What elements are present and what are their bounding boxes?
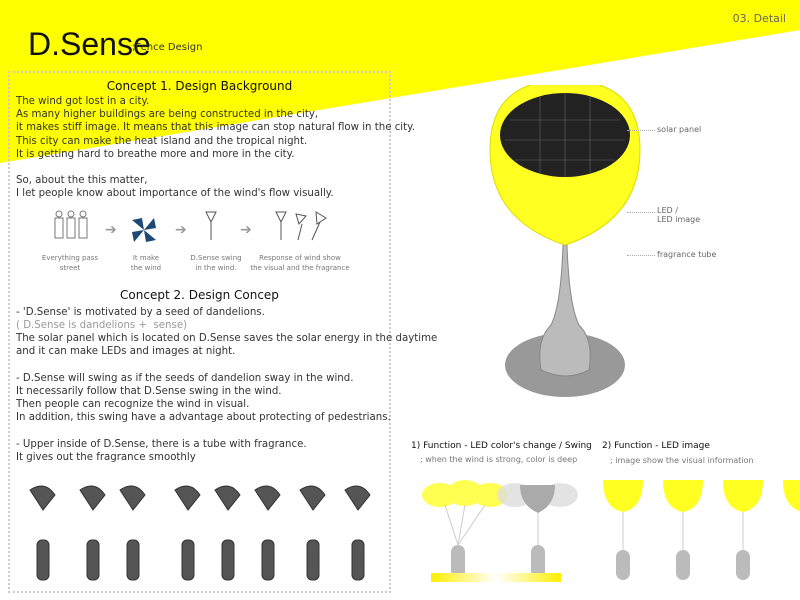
dandelion-sketches bbox=[20, 480, 380, 590]
function-renders bbox=[420, 475, 800, 595]
step-label: Response of wind show the visual and the fragrance bbox=[250, 254, 350, 272]
arrow-icon: ➔ bbox=[105, 222, 117, 238]
function2-title: 2) Function - LED image bbox=[602, 441, 710, 451]
concept2-body: The solar panel which is located on D.Sense saves the solar energy in the daytime and it can make LEDs and images at night. - D.Sense will swing as if the seeds of dandelion sway in the wind. It necessarily follow that D.Sense swing in the wind. Then people can recognize the wind in visual. In addition, this swing have a advantage about protecting of pedestrians. - Upper inside of D.Sense, there is a tube with fragrance. It gives out the fragrance smoothly bbox=[16, 333, 438, 463]
function1-subtitle: ; when the wind is strong, color is deep bbox=[420, 455, 578, 464]
solar-panel-label: solar panel bbox=[657, 125, 702, 134]
concept-flow-diagram bbox=[40, 208, 380, 253]
step-label: It make the wind bbox=[130, 254, 162, 272]
concept1-heading: Concept 1. Design Background bbox=[106, 79, 293, 93]
concept1-body: The wind got lost in a city. As many higher buildings are being constructed in the city, it makes stiff image. It means that this image can stop natural flow in the city. This city can make the heat island and the tropical night. It is getting hard to breathe more and more in the city. So, about the this matter, I let people know about importance of the wind's flow visually. bbox=[16, 96, 415, 200]
page-label: 03. Detail bbox=[732, 12, 786, 25]
concept2-line2: ( D.Sense is dandelions + sense) bbox=[16, 320, 188, 331]
function2-subtitle: ; image show the visual information bbox=[610, 456, 754, 465]
fragrance-tube-label: fragrance tube bbox=[657, 250, 717, 259]
concept2-line1: - 'D.Sense' is motivated by a seed of dandelions. bbox=[16, 307, 265, 318]
dsense-swing-icon bbox=[206, 212, 216, 240]
intensity-gradient-bar bbox=[431, 573, 561, 582]
people-icon bbox=[55, 211, 87, 238]
dsense-product-render bbox=[470, 85, 660, 420]
arrow-icon: ➔ bbox=[175, 222, 187, 238]
led-label: LED / LED image bbox=[657, 206, 701, 224]
dsense-response-icon bbox=[276, 212, 326, 240]
page-title: D.Sense bbox=[28, 26, 151, 62]
step-label: D.Sense swing in the wind. bbox=[190, 254, 242, 272]
swing-yellow bbox=[422, 480, 508, 507]
step-label: Everything pass street bbox=[41, 254, 99, 272]
subtitle: ;Fence Design bbox=[132, 42, 203, 53]
arrow-icon: ➔ bbox=[240, 222, 252, 238]
pinwheel-icon bbox=[132, 218, 156, 242]
concept2-heading: Concept 2. Design Concep bbox=[120, 288, 279, 302]
function1-title: 1) Function - LED color's change / Swing bbox=[411, 441, 592, 451]
